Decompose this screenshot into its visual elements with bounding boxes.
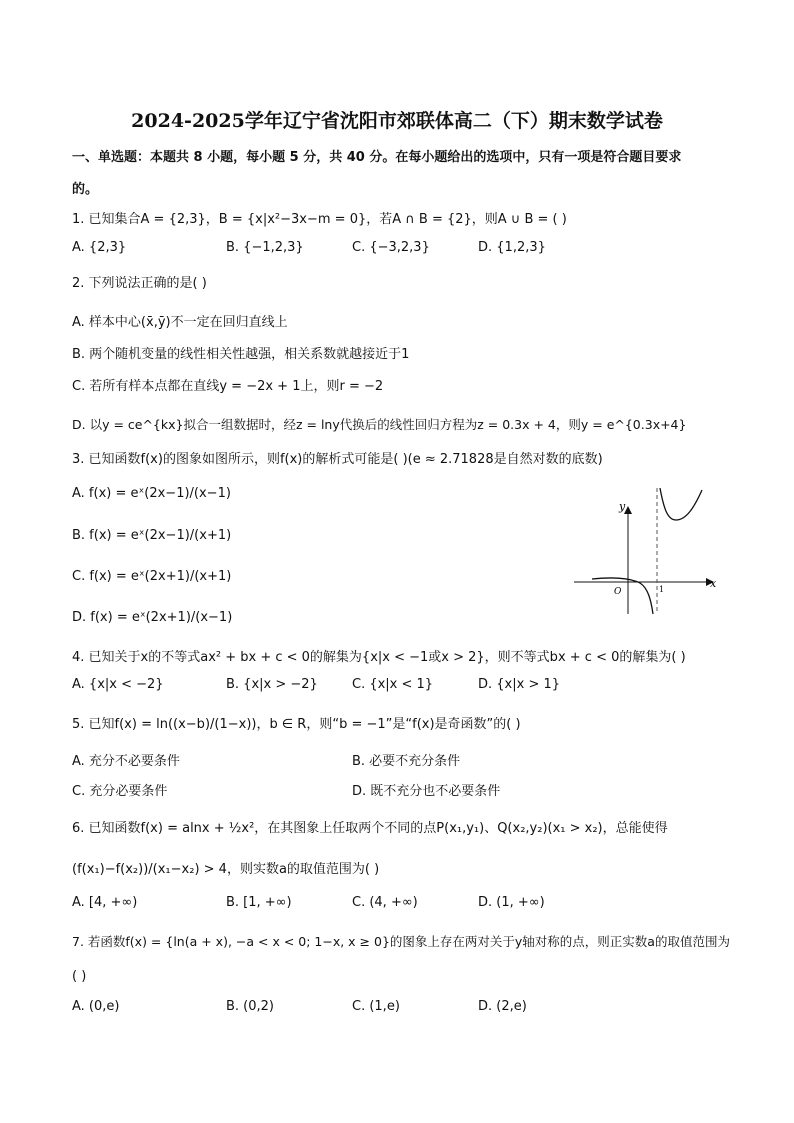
- graph-right-branch: [660, 488, 702, 520]
- q2-option-b: B. 两个随机变量的线性相关性越强，相关系数就越接近于1: [72, 347, 410, 362]
- q5-option-d: D. 既不充分也不必要条件: [352, 784, 501, 799]
- q5-option-c: C. 充分必要条件: [72, 784, 168, 799]
- q1-stem: 1. 已知集合A = {2,3}，B = {x|x²−3x−m = 0}，若A ∩ B = {2}，则A ∪ B = ( ): [72, 212, 567, 227]
- q2-option-c: C. 若所有样本点都在直线y = −2x + 1上，则r = −2: [72, 379, 384, 394]
- q4-option-a: A. {x|x < −2}: [72, 677, 164, 692]
- q1-option-c: C. {−3,2,3}: [352, 240, 430, 255]
- x-axis-label: x: [710, 577, 717, 590]
- q4-stem: 4. 已知关于x的不等式ax² + bx + c < 0的解集为{x|x < −1或x > 2}，则不等式bx + c < 0的解集为( ): [72, 650, 686, 665]
- q7-option-d: D. (2,e): [478, 999, 527, 1014]
- q6-stem-line1: 6. 已知函数f(x) = alnx + ½x²，在其图象上任取两个不同的点P(x₁,y₁)、Q(x₂,y₂)(x₁ > x₂)，总能使得: [72, 821, 668, 836]
- q2-stem: 2. 下列说法正确的是( ): [72, 276, 207, 291]
- q4-option-d: D. {x|x > 1}: [478, 677, 561, 692]
- y-axis-label: y: [619, 500, 626, 513]
- q5-option-b: B. 必要不充分条件: [352, 754, 461, 769]
- q7-option-c: C. (1,e): [352, 999, 400, 1014]
- q3-option-c: C. f(x) = eˣ(2x+1)/(x+1): [72, 569, 232, 584]
- section-header: 一、单选题：本题共 8 小题，每小题 5 分，共 40 分。在每小题给出的选项中，只有一项是符合题目要求: [72, 150, 682, 165]
- q6-option-b: B. [1, +∞): [226, 895, 292, 910]
- q7-option-a: A. (0,e): [72, 999, 120, 1014]
- q3-function-graph: [572, 486, 722, 616]
- q7-stem-line1: 7. 若函数f(x) = {ln(a + x), −a < x < 0; 1−x, x ≥ 0}的图象上存在两对关于y轴对称的点，则正实数a的取值范围为: [72, 934, 730, 949]
- q1-option-a: A. {2,3}: [72, 240, 127, 255]
- q2-option-a: A. 样本中心(x̄,ȳ)不一定在回归直线上: [72, 315, 288, 330]
- graph-left-branch: [592, 578, 653, 614]
- q1-option-b: B. {−1,2,3}: [226, 240, 304, 255]
- q5-stem: 5. 已知f(x) = ln((x−b)/(1−x))，b ∈ R，则“b = −1”是“f(x)是奇函数”的( ): [72, 717, 521, 732]
- q6-option-a: A. [4, +∞): [72, 895, 138, 910]
- page-title: 2024-2025学年辽宁省沈阳市郊联体高二（下）期末数学试卷: [131, 110, 663, 132]
- q7-option-b: B. (0,2): [226, 999, 275, 1014]
- q3-stem: 3. 已知函数f(x)的图象如图所示，则f(x)的解析式可能是( )(e ≈ 2.71828是自然对数的底数): [72, 452, 603, 467]
- q5-option-a: A. 充分不必要条件: [72, 754, 180, 769]
- q6-option-c: C. (4, +∞): [352, 895, 418, 910]
- q3-option-d: D. f(x) = eˣ(2x+1)/(x−1): [72, 610, 233, 625]
- q4-option-b: B. {x|x > −2}: [226, 677, 318, 692]
- q3-option-b: B. f(x) = eˣ(2x−1)/(x+1): [72, 528, 232, 543]
- q2-option-d: D. 以y = ce^{kx}拟合一组数据时，经z = lny代换后的线性回归方程为z = 0.3x + 4，则y = e^{0.3x+4}: [72, 417, 687, 432]
- q7-stem-line2: ( ): [72, 969, 87, 984]
- section-header-cont: 的。: [72, 182, 99, 197]
- q3-option-a: A. f(x) = eˣ(2x−1)/(x−1): [72, 486, 231, 501]
- origin-label: O: [614, 587, 622, 597]
- q6-stem-line2: (f(x₁)−f(x₂))/(x₁−x₂) > 4，则实数a的取值范围为( ): [72, 862, 380, 877]
- tick-label-1: 1: [659, 585, 665, 594]
- q6-option-d: D. (1, +∞): [478, 895, 545, 910]
- q1-option-d: D. {1,2,3}: [478, 240, 546, 255]
- q4-option-c: C. {x|x < 1}: [352, 677, 434, 692]
